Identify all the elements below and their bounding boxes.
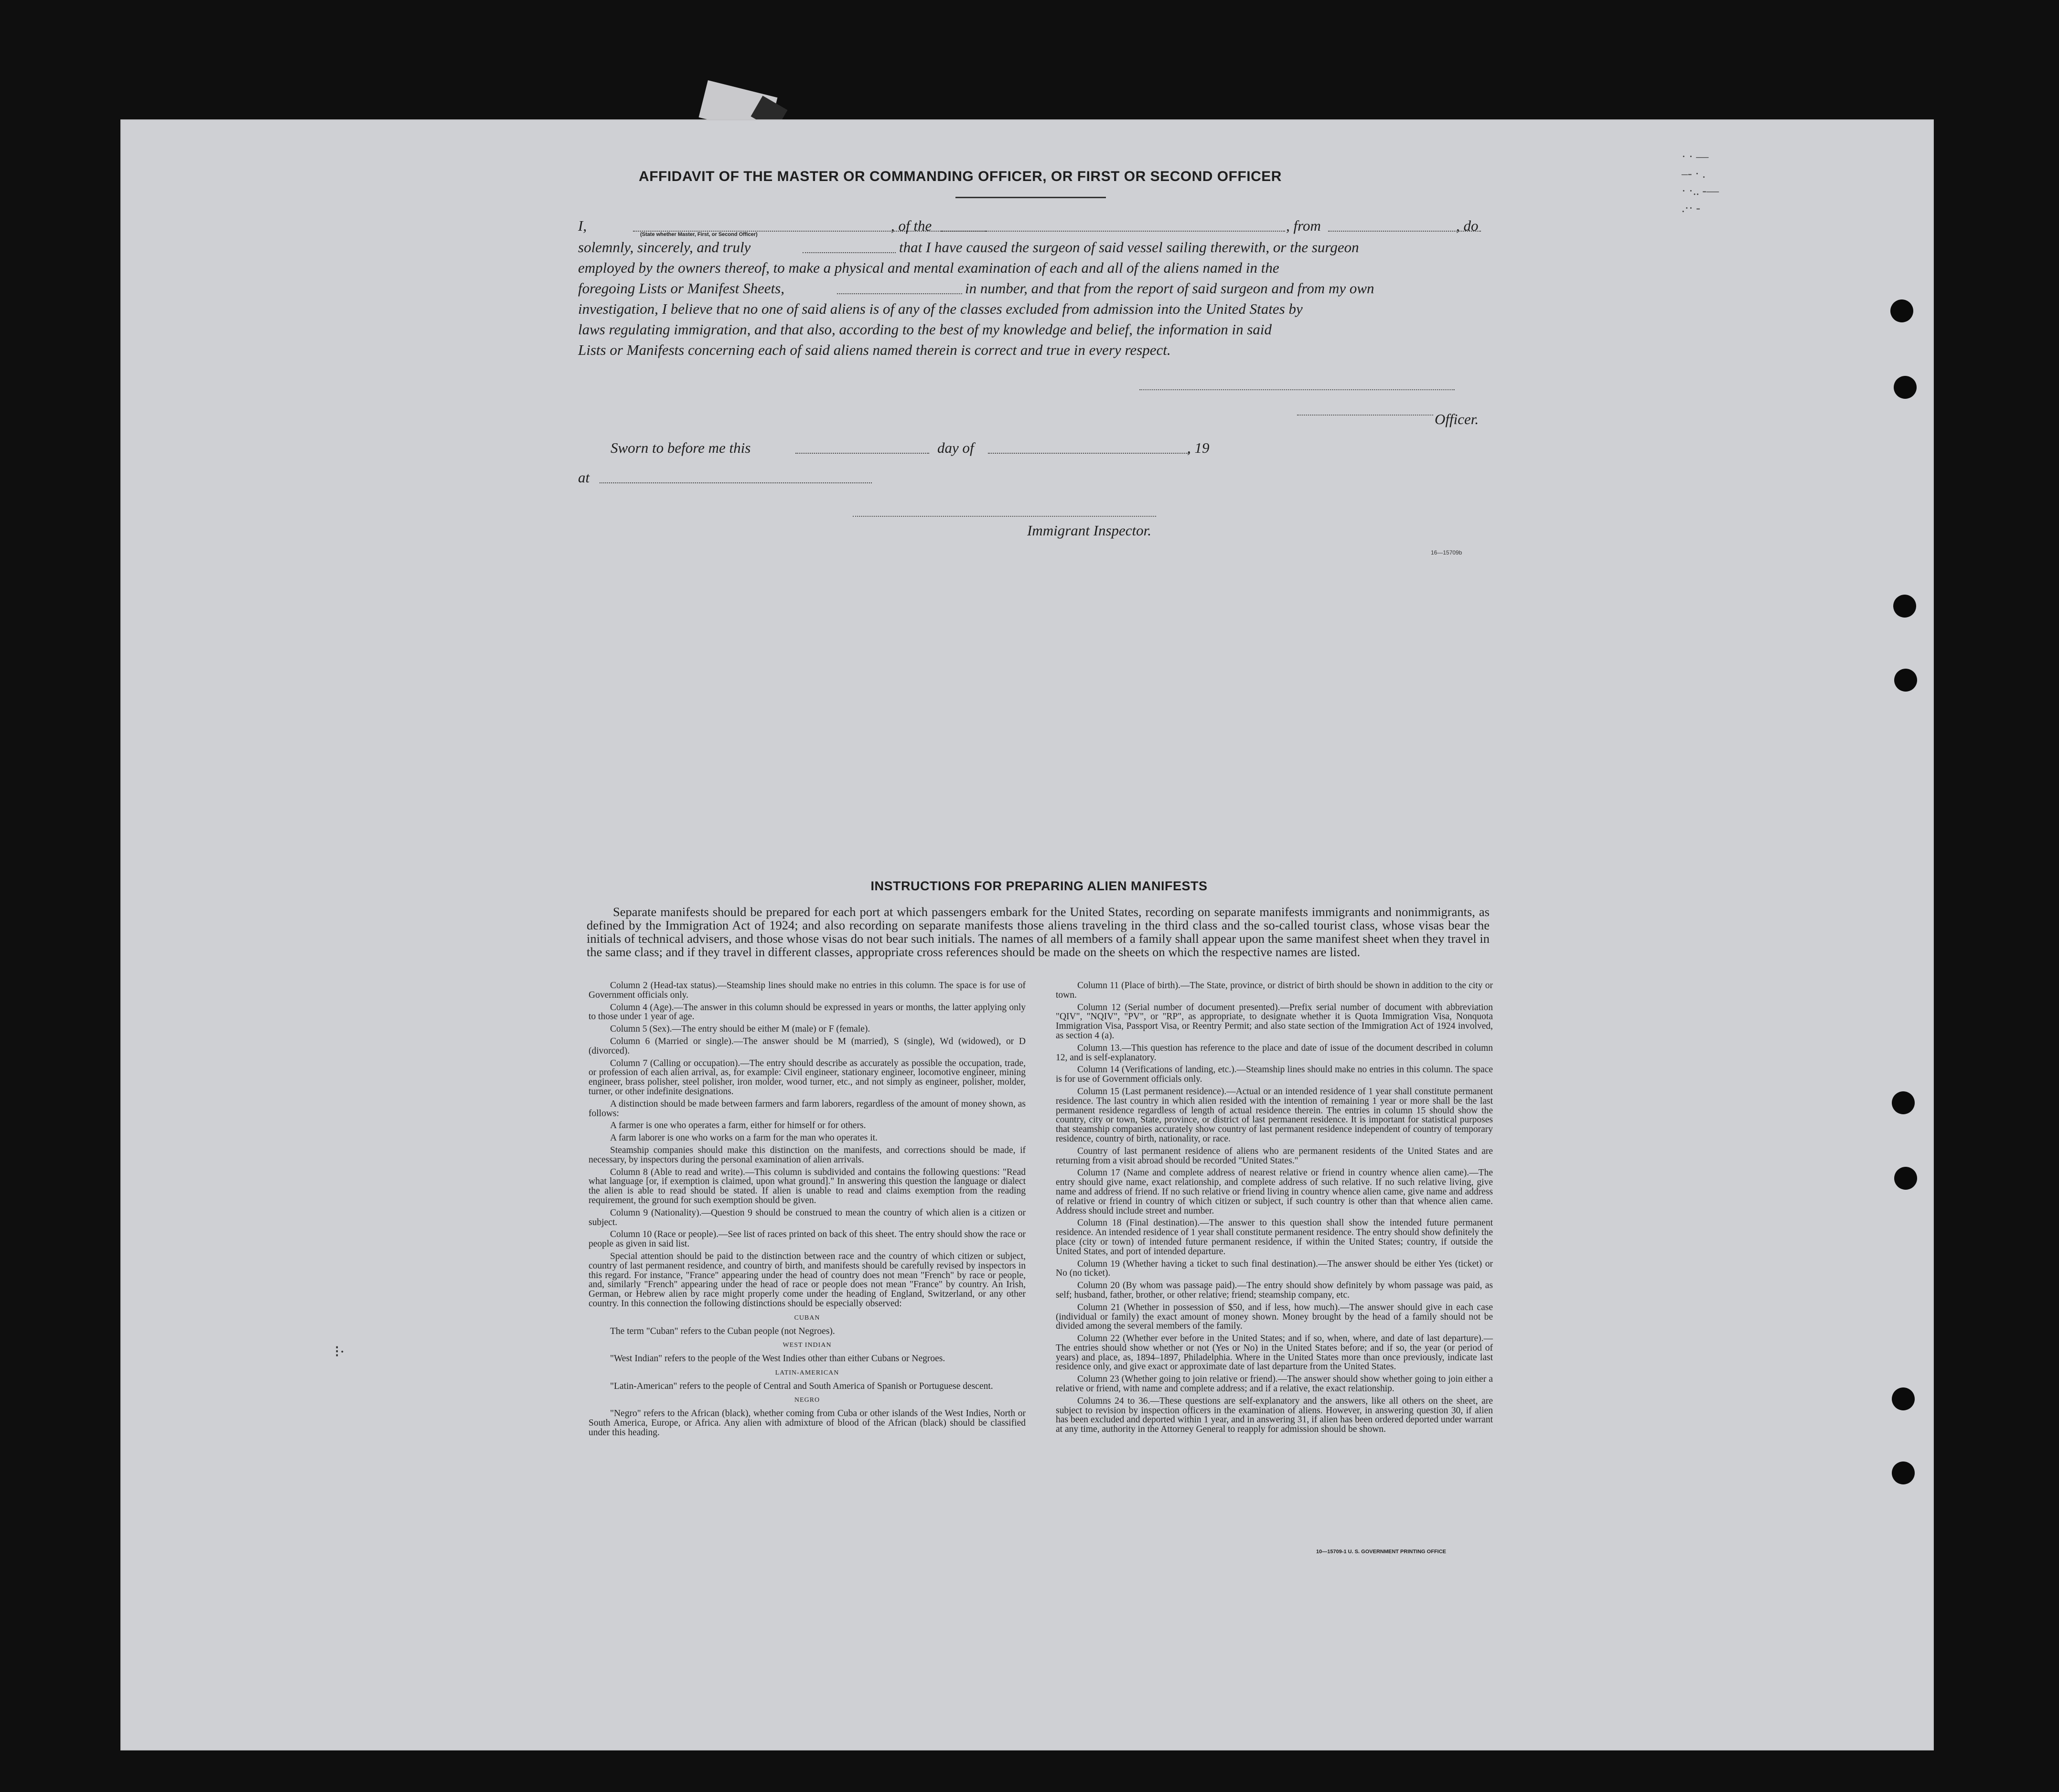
instruction-paragraph: Column 22 (Whether ever before in the United States; and if so, when, where, and date of last departure).—The entries should show whether or not (Yes or No) in the United States before; and if so, the year (or period of years) and place, as, 1894–1897, Philadelphia. Where in the United States more than once previously, indicate last residence only, and give exact or approximate date of last departure from the United States.: [1056, 1333, 1493, 1372]
in-number-text: in number, and that from the report of said surgeon and from my own: [965, 280, 1374, 297]
instruction-paragraph: Column 13.—This question has reference to the place and date of issue of the document described in column 12, and is self-explanatory.: [1056, 1043, 1493, 1063]
instruction-paragraph: Column 20 (By whom was passage paid).—The entry should show definitely by whom passage was paid, as self; husband, father, brother, or other relative; friend; steamship company, etc.: [1056, 1280, 1493, 1300]
at-label: at: [578, 469, 590, 486]
do-label: , do: [1456, 217, 1479, 234]
affidavit-line-4: [578, 280, 1486, 301]
affidavit-title: AFFIDAVIT OF THE MASTER OR COMMANDING OFFICER, OR FIRST OR SECOND OFFICER: [639, 169, 1282, 184]
affidavit-line-5: [578, 300, 1486, 321]
instructions-right-column: [1056, 981, 1493, 1437]
instruction-paragraph: Column 9 (Nationality).—Question 9 should be construed to mean the country of which alien is a citizen or subject.: [589, 1207, 1026, 1227]
punch-hole: [1894, 1167, 1917, 1190]
affidavit-form-code: 16—15709b: [1431, 549, 1462, 556]
instruction-paragraph: Column 15 (Last permanent residence).—Actual or an intended residence of 1 year shall constitute permanent residence. The last country in which alien resided with the intention of remaining 1 year or more shall be the last permanent residence regardless of length of actual residence therein. The entries in column 15 should show the country, city or town, State, province, or district of last permanent residence. It is important for statistical purposes that steamship companies accurately show country of last permanent residence independent of country of temporary residence, country of birth, nationality, or race.: [1056, 1086, 1493, 1144]
race-definition: "West Indian" refers to the people of the West Indies other than either Cubans or Negroes.: [610, 1354, 945, 1364]
officer-title-line[interactable]: [1297, 415, 1433, 416]
punch-hole: [1892, 1387, 1915, 1410]
instruction-paragraph: Column 2 (Head-tax status).—Steamship lines should make no entries in this column. The space is for use of Government officials only.: [589, 981, 1026, 1000]
race-heading: NEGRO: [794, 1397, 820, 1404]
sworn-label: Sworn to before me this: [611, 439, 751, 456]
instruction-paragraph: Column 18 (Final destination).—The answer to this question shall show the intended future permanent residence. An intended residence of 1 year shall constitute permanent residence. The entry should show definitely the place (city or town) of intended future permanent residence, if within the United States; country, if outside the United States, and port of intended departure.: [1056, 1218, 1493, 1257]
at-line: [578, 469, 1486, 490]
inspector-signature-line[interactable]: [853, 516, 1156, 517]
race-heading: WEST INDIAN: [783, 1342, 832, 1349]
vessel-name-field[interactable]: [941, 217, 1285, 232]
instructions-title: INSTRUCTIONS FOR PREPARING ALIEN MANIFESTS: [870, 879, 1208, 893]
sheet-count-field[interactable]: [837, 280, 962, 294]
instruction-paragraph: Column 14 (Verifications of landing, etc.).—Steamship lines should make no entries in this column. The space is for use of Government officials only.: [1056, 1065, 1493, 1085]
instruction-paragraph: Column 5 (Sex).—The entry should be either M (male) or F (female).: [610, 1024, 870, 1035]
title-rule: [955, 197, 1106, 198]
printing-office-code: 10—15709-1 U. S. GOVERNMENT PRINTING OFFICE: [1316, 1549, 1447, 1555]
oath-form-field[interactable]: [803, 239, 896, 253]
lists-label: foregoing Lists or Manifest Sheets,: [578, 280, 784, 297]
punch-hole: [1894, 376, 1917, 399]
race-definition: "Negro" refers to the African (black), whether coming from Cuba or other islands of the West Indies, North or South America, Europe, or Africa. Any alien with admixture of blood of the African (black) should be classified under this heading.: [589, 1408, 1026, 1438]
race-heading: CUBAN: [794, 1314, 820, 1322]
instruction-paragraph: Column 4 (Age).—The answer in this column should be expressed in years or months, the latter applying only to those under 1 year of age.: [589, 1002, 1026, 1022]
punch-hole: [1892, 1091, 1915, 1114]
surgeon-text: that I have caused the surgeon of said vessel sailing therewith, or the surgeon: [899, 239, 1359, 256]
affidavit-line-2: [578, 239, 1486, 260]
year-label: , 19: [1187, 439, 1210, 456]
instruction-paragraph: Column 6 (Married or single).—The answer should be M (married), S (single), Wd (widowed), or D (divorced).: [589, 1036, 1026, 1056]
instruction-paragraph: A farmer is one who operates a farm, either for himself or for others.: [610, 1120, 866, 1131]
from-label: , from: [1286, 217, 1321, 234]
punch-hole: [1890, 299, 1913, 322]
scan-specks: · · — –‑ · . · ·.. ‑— .·· ‑: [1682, 149, 1719, 215]
instruction-paragraph: Column 17 (Name and complete address of nearest relative or friend in country whence alien came).—The entry should give name, exact relationship, and complete address of such relative. If no such relative living, give name and address of friend. If no such relative or friend living in country whence alien came, give name and address of relative or friend in country of which citizen or subject, if such country is other than that whence alien came. Address should include street and number.: [1056, 1168, 1493, 1216]
instructions-left-column: [589, 981, 1026, 1440]
day-of-label: day of: [937, 439, 974, 456]
race-definition: The term "Cuban" refers to the Cuban people (not Negroes).: [610, 1326, 835, 1336]
instruction-paragraph: Column 21 (Whether in possession of $50, and if less, how much).—The answer should give in each case (individual or family) the exact amount of money shown. Money brought by the head of a family should not be divided among the several members of the family.: [1056, 1302, 1493, 1332]
punch-hole: [1893, 595, 1916, 618]
state-note: (State whether Master, First, or Second Officer): [640, 232, 758, 237]
affidavit-line-6: [578, 321, 1486, 342]
sworn-line: [578, 439, 1486, 460]
affidavit-line-3: [578, 259, 1486, 280]
examination-text: employed by the owners thereof, to make a physical and mental examination of each and all of the aliens named in the: [578, 259, 1279, 276]
instruction-paragraph: Column 7 (Calling or occupation).—The entry should describe as accurately as possible the occupation, trade, or profession of each alien arrival, as, for example: Civil engineer, stationary engineer, locomotive engineer, mining engineer, brass polisher, steel polisher, iron molder, wood turner, etc., and not simply as engineer, polisher, molder, turner, or other indefinite designations.: [589, 1058, 1026, 1097]
officer-signature-line[interactable]: [1139, 389, 1455, 390]
solemnly-label: solemnly, sincerely, and truly: [578, 239, 751, 256]
correctness-text: Lists or Manifests concerning each of said aliens named therein is correct and true in every respect.: [578, 341, 1171, 358]
sworn-place-field[interactable]: [600, 469, 872, 483]
affidavit-line-7: [578, 341, 1486, 363]
sworn-month-field[interactable]: [988, 439, 1189, 454]
instruction-paragraph: Column 11 (Place of birth).—The State, province, or district of birth should be shown in addition to the city or town.: [1056, 981, 1493, 1000]
instruction-paragraph: Columns 24 to 36.—These questions are self-explanatory and the answers, like all others on the sheet, are subject to revision by inspection officers in the examination of aliens. However, in answering question 30, if alien has been excluded and deported within 1 year, and in answering 31, if alien has been ordered deported under warrant at any time, authority in the Attorney General to reapply for admission should be shown.: [1056, 1396, 1493, 1435]
instruction-paragraph: A distinction should be made between farmers and farm laborers, regardless of the amount of money shown, as follows:: [589, 1099, 1026, 1119]
instruction-paragraph: Special attention should be paid to the distinction between race and the country of which citizen or subject, country of last permanent residence, and country of birth, and manifests should be carefully revised by inspectors in this regard. For instance, "France" appearing under the head of country does not mean "French" by race or people, and, similarly "French" appearing under the head of race or people does not mean "France" by country. An Irish, German, or Hebrew alien by race might properly come under the heading of England, Switzerland, or any other country. In this connection the following distinctions should be especially observed:: [589, 1251, 1026, 1309]
race-definition: "Latin-American" refers to the people of Central and South America of Spanish or Portuguese descent.: [610, 1381, 993, 1391]
punch-hole: [1894, 669, 1917, 692]
instruction-paragraph: A farm laborer is one who works on a farm for the man who operates it.: [610, 1133, 878, 1143]
instruction-paragraph: Column 10 (Race or people).—See list of races printed on back of this sheet. The entry should show the race or people as given in said list.: [589, 1229, 1026, 1249]
inspector-label: Immigrant Inspector.: [1027, 522, 1152, 539]
instructions-intro: Separate manifests should be prepared for each port at which passengers embark for the United States, recording on separate manifests immigrants and nonimmigrants, as defined by the Immigration Act of 1924; and also recording on separate manifests those aliens traveling in the third class and the so-called tourist class, whose visas bear the initials of technical advisers, and those whose visas do not bear such initials. The names of all members of a family shall appear upon the same manifest sheet when they travel in the same class; and if they travel in different classes, appropriate cross references should be made on the sheets on which the respective names are listed.: [587, 905, 1490, 959]
officer-rank-field[interactable]: [633, 217, 987, 232]
of-the-label: , of the: [891, 217, 932, 234]
instruction-paragraph: Column 8 (Able to read and write).—This column is subdivided and contains the following questions: "Read what language [or, if exemption is claimed, upon what ground]." In answering this question the language or dialect the alien is able to read should be stated. If alien is unable to read and claims exemption from the reading requirement, the ground for such exemption should be given.: [589, 1167, 1026, 1205]
laws-text: laws regulating immigration, and that also, according to the best of my knowledge and belief, the information in said: [578, 321, 1272, 338]
instruction-paragraph: Column 12 (Serial number of document presented).—Prefix serial number of document with abbreviation "QIV", "NQIV", "PV", or "RP", as appropriate, to designate whether it is Quota Immigration Visa, Nonquota Immigration Visa, Passport Visa, or Reentry Permit; and also state section of the Immigration Act of 1924 involved, as section 4 (a).: [1056, 1002, 1493, 1041]
race-heading: LATIN-AMERICAN: [775, 1369, 839, 1376]
scan-speck: ⁝·: [334, 1343, 345, 1361]
investigation-text: investigation, I believe that no one of said aliens is of any of the classes excluded from admission into the United States by: [578, 300, 1303, 317]
instruction-paragraph: Country of last permanent residence of aliens who are permanent residents of the United States and are returning from a visit abroad should be recorded "United States.": [1056, 1146, 1493, 1166]
instruction-paragraph: Column 23 (Whether going to join relative or friend).—The answer should show whether going to join either a relative or friend, with name and complete address; and if a relative, the exact relationship.: [1056, 1374, 1493, 1394]
punch-hole: [1892, 1461, 1915, 1484]
sworn-day-field[interactable]: [795, 439, 929, 454]
i-label: I,: [578, 217, 587, 234]
instruction-paragraph: Column 19 (Whether having a ticket to such final destination).—The answer should be either Yes (ticket) or No (no ticket).: [1056, 1259, 1493, 1279]
instruction-paragraph: Steamship companies should make this distinction on the manifests, and corrections should be made, if necessary, by inspectors during the personal examination of alien arrivals.: [589, 1145, 1026, 1165]
officer-label: Officer.: [1435, 411, 1479, 427]
